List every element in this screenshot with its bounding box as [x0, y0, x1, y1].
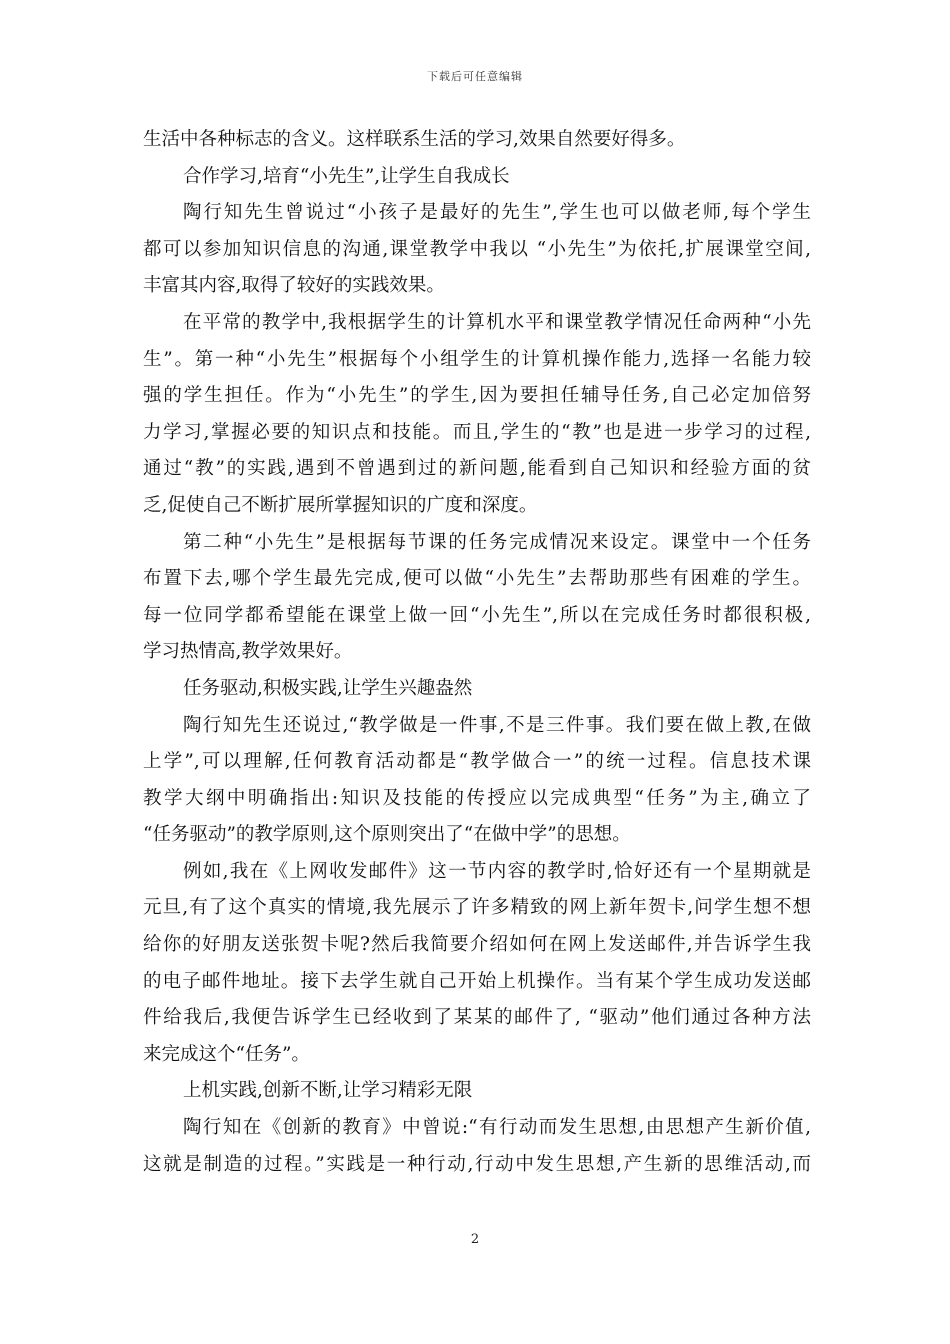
paragraph-line: 生活中各种标志的含义。这样联系生活的学习,效果自然要好得多。: [143, 129, 686, 150]
paragraph-line: 乏,促使自己不断扩展所掌握知识的广度和深度。: [143, 494, 538, 516]
paragraph-line: 来完成这个“任务”。: [143, 1043, 310, 1065]
section-heading: 任务驱动,积极实践,让学生兴趣盎然: [183, 677, 473, 699]
paragraph-line: 生”。第一种“小先生”根据每个小组学生的计算机操作能力,选择一名能力较: [143, 348, 811, 370]
section-heading: 合作学习,培育“小先生”,让学生自我成长: [183, 165, 510, 187]
paragraph-line: 丰富其内容,取得了较好的实践效果。: [143, 275, 445, 297]
paragraph-line: 上学”,可以理解,任何教育活动都是“教学做合一”的统一过程。信息技术课: [143, 751, 811, 773]
paragraph-line: 元旦,有了这个真实的情境,我先展示了许多精致的网上新年贺卡,问学生想不想: [143, 897, 811, 919]
paragraph-line: 教学大纲中明确指出:知识及技能的传授应以完成典型“任务”为主,确立了: [143, 787, 811, 809]
paragraph-line: 都可以参加知识信息的沟通,课堂教学中我以 “小先生”为依托,扩展课堂空间,: [143, 238, 811, 260]
section-heading: 上机实践,创新不断,让学习精彩无限: [183, 1080, 473, 1102]
paragraph-line: “任务驱动”的教学原则,这个原则突出了“在做中学”的思想。: [143, 824, 631, 846]
paragraph-line: 每一位同学都希望能在课堂上做一回“小先生”,所以在完成任务时都很积极,: [143, 604, 811, 626]
paragraph-line: 的电子邮件地址。接下去学生就自己开始上机操作。当有某个学生成功发送邮: [143, 970, 811, 992]
paragraph-line: 例如,我在《上网收发邮件》这一节内容的教学时,恰好还有一个星期就是: [183, 860, 811, 882]
paragraph-line: 布置下去,哪个学生最先完成,便可以做“小先生”去帮助那些有困难的学生。: [143, 568, 811, 590]
paragraph-line: 陶行知在《创新的教育》中曾说:“有行动而发生思想,由思想产生新价值,: [183, 1117, 811, 1139]
paragraph-line: 力学习,掌握必要的知识点和技能。而且,学生的“教”也是进一步学习的过程,: [143, 421, 811, 443]
paragraph-line: 陶行知先生还说过,“教学做是一件事,不是三件事。我们要在做上教,在做: [183, 714, 811, 736]
document-body: [143, 122, 811, 1183]
paragraph-line: 强的学生担任。作为“小先生”的学生,因为要担任辅导任务,自己必定加倍努: [143, 385, 811, 407]
paragraph-line: 件给我后,我便告诉学生已经收到了某某的邮件了, “驱动”他们通过各种方法: [143, 1007, 811, 1029]
paragraph-line: 学习热情高,教学效果好。: [143, 641, 353, 663]
paragraph-line: 这就是制造的过程。”实践是一种行动,行动中发生思想,产生新的思维活动,而: [143, 1153, 811, 1175]
paragraph-line: 陶行知先生曾说过“小孩子是最好的先生”,学生也可以做老师,每个学生: [183, 202, 811, 224]
paragraph-line: 给你的好朋友送张贺卡呢?然后我简要介绍如何在网上发送邮件,并告诉学生我: [143, 934, 811, 956]
paragraph-line: 通过“教”的实践,遇到不曾遇到过的新问题,能看到自己知识和经验方面的贫: [143, 458, 811, 480]
page-number: 2: [470, 1232, 480, 1247]
page-header: 下载后可任意编辑: [427, 70, 523, 83]
paragraph-line: 在平常的教学中,我根据学生的计算机水平和课堂教学情况任命两种“小先: [183, 311, 811, 333]
paragraph-line: 第二种“小先生”是根据每节课的任务完成情况来设定。课堂中一个任务: [183, 531, 811, 553]
